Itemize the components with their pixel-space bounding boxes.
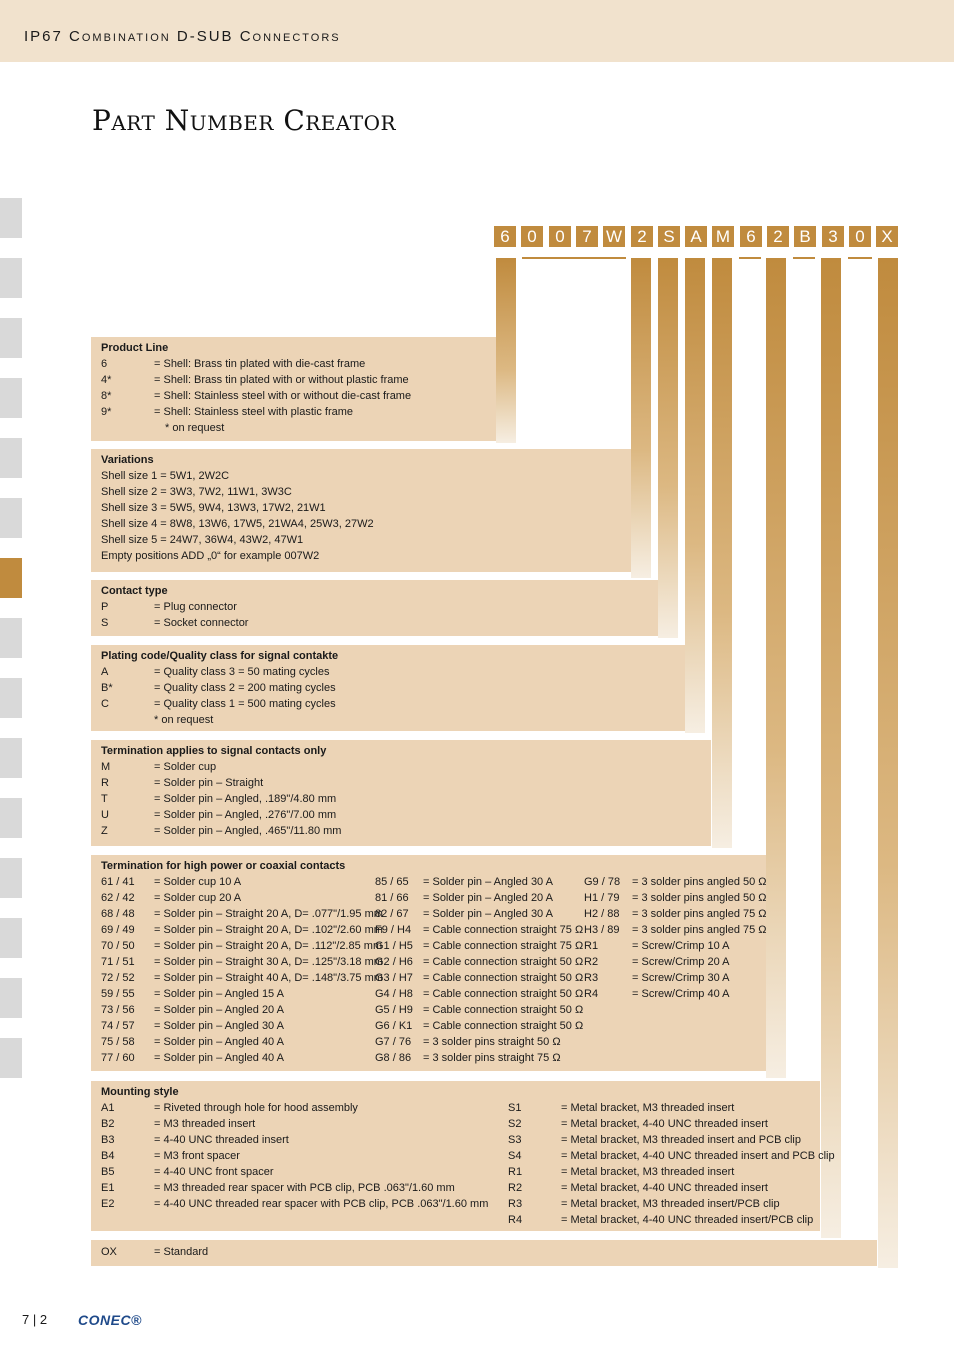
list-item: Shell size 4 = 8W8, 13W6, 17W5, 21WA4, 25W3, 27W2	[101, 518, 374, 530]
termination-signal-title: Termination applies to signal contacts only	[101, 745, 327, 757]
part-number-char: 0	[549, 226, 571, 247]
part-number-char: A	[685, 226, 707, 247]
item-code: G8 / 86	[375, 1052, 412, 1064]
item-desc: = 4-40 UNC threaded rear spacer with PCB clip, PCB .063"/1.60 mm	[154, 1198, 489, 1210]
item-code: G1 / H5	[375, 940, 413, 952]
item-desc: = Solder pin – Angled 20 A	[154, 1004, 284, 1016]
item-desc: = 3 solder pins angled 75 Ω	[632, 908, 767, 920]
part-number-char: W	[603, 226, 625, 247]
item-desc: = Shell: Stainless steel with or without die-cast frame	[154, 390, 412, 402]
item-desc: = Screw/Crimp 30 A	[632, 972, 730, 984]
item-code: H3 / 89	[584, 924, 620, 936]
standard-code: OX	[101, 1246, 117, 1258]
item-desc: = Shell: Stainless steel with plastic frame	[154, 406, 354, 418]
list-item	[101, 356, 496, 372]
part-number-char: 2	[767, 226, 789, 247]
part-number-char: 2	[631, 226, 653, 247]
connector-bar	[658, 258, 678, 638]
termination-signal-box	[91, 740, 711, 846]
item-code: 6	[101, 358, 108, 370]
part-number-char: 3	[822, 226, 844, 247]
item-desc: = Solder pin – Angled, .276"/7.00 mm	[154, 809, 337, 821]
item-code: 82 / 67	[375, 908, 409, 920]
item-code: A1	[101, 1102, 115, 1114]
item-desc: = Metal bracket, M3 threaded insert/PCB clip	[561, 1198, 780, 1210]
item-desc: = Solder pin – Angled 30 A	[423, 876, 553, 888]
list-item: Empty positions ADD „0“ for example 007W2	[101, 550, 320, 562]
item-code: R2	[584, 956, 599, 968]
side-tab[interactable]	[0, 498, 22, 538]
item-desc: = Metal bracket, 4-40 UNC threaded insert	[561, 1118, 768, 1130]
item-desc: = Solder cup 10 A	[154, 876, 242, 888]
plating-note: * on request	[154, 714, 214, 726]
item-code: S4	[508, 1150, 522, 1162]
list-item	[101, 696, 685, 712]
side-tab[interactable]	[0, 738, 22, 778]
plating-box	[91, 645, 685, 731]
item-desc: = Solder pin – Angled 30 A	[154, 1020, 284, 1032]
termination-power-box	[91, 855, 766, 1071]
item-code: S3	[508, 1134, 522, 1146]
item-code: Z	[101, 825, 108, 837]
item-code: R4	[508, 1214, 523, 1226]
item-desc: = Solder pin – Angled 15 A	[154, 988, 284, 1000]
item-desc: = Solder pin – Straight 20 A, D= .102"/2.60 mm	[154, 924, 383, 936]
list-item	[101, 404, 496, 420]
part-number-char: S	[658, 226, 680, 247]
item-desc: = Metal bracket, 4-40 UNC threaded insert/PCB clip	[561, 1214, 814, 1226]
standard-desc: = Standard	[154, 1246, 209, 1258]
item-code: R3	[508, 1198, 523, 1210]
part-number-char: 7	[576, 226, 598, 247]
item-desc: = Solder pin – Straight 40 A, D= .148"/3.75 mm	[154, 972, 383, 984]
item-desc: = Screw/Crimp 10 A	[632, 940, 730, 952]
item-code: 85 / 65	[375, 876, 409, 888]
item-desc: = Solder pin – Straight 20 A, D= .077"/1.95 mm	[154, 908, 383, 920]
header-title: IP67 Combination D-SUB Connectors	[24, 28, 341, 45]
item-code: M	[101, 761, 111, 773]
item-desc: = Solder cup	[154, 761, 217, 773]
item-code: B5	[101, 1166, 115, 1178]
item-desc: = Solder pin – Straight	[154, 777, 264, 789]
item-code: 71 / 51	[101, 956, 135, 968]
side-tab[interactable]	[0, 678, 22, 718]
item-desc: = 3 solder pins straight 75 Ω	[423, 1052, 561, 1064]
product-line-title: Product Line	[101, 342, 169, 354]
list-item	[101, 599, 658, 615]
part-number-char: X	[876, 226, 898, 247]
item-desc: = Solder pin – Angled 20 A	[423, 892, 553, 904]
product-line-box	[91, 337, 496, 441]
part-number-char: 0	[521, 226, 543, 247]
list-item: Shell size 2 = 3W3, 7W2, 11W1, 3W3C	[101, 486, 292, 498]
item-desc: = Cable connection straight 75 Ω	[423, 940, 584, 952]
side-tab[interactable]	[0, 378, 22, 418]
list-item	[101, 680, 685, 696]
page-title: Part Number Creator	[92, 104, 397, 137]
side-tab[interactable]	[0, 438, 22, 478]
list-item	[101, 664, 685, 680]
item-desc: = Screw/Crimp 40 A	[632, 988, 730, 1000]
item-code: G4 / H8	[375, 988, 413, 1000]
side-tab[interactable]	[0, 1038, 22, 1078]
item-code: B4	[101, 1150, 115, 1162]
item-code: H2 / 88	[584, 908, 620, 920]
connector-line	[793, 257, 815, 259]
connector-bar	[631, 258, 651, 578]
part-number-char: 6	[494, 226, 516, 247]
item-desc: = Riveted through hole for hood assembly	[154, 1102, 358, 1114]
termination-power-title: Termination for high power or coaxial contacts	[101, 860, 346, 872]
item-code: G6 / K1	[375, 1020, 413, 1032]
item-desc: = Shell: Brass tin plated with or without plastic frame	[154, 374, 409, 386]
item-code: 75 / 58	[101, 1036, 135, 1048]
item-code: R	[101, 777, 109, 789]
item-desc: = 4-40 UNC front spacer	[154, 1166, 274, 1178]
page-number: 7 | 2	[22, 1312, 48, 1327]
connector-bar	[496, 258, 516, 443]
item-desc: = Solder pin – Angled 40 A	[154, 1052, 284, 1064]
list-item	[101, 791, 711, 807]
item-desc: = Socket connector	[154, 617, 249, 629]
item-code: P	[101, 601, 109, 613]
item-code: U	[101, 809, 109, 821]
variations-title: Variations	[101, 454, 154, 466]
side-tab[interactable]	[0, 858, 22, 898]
item-desc: = Metal bracket, M3 threaded insert	[561, 1102, 735, 1114]
item-code: 8*	[101, 390, 112, 402]
list-item	[101, 388, 496, 404]
item-desc: = Quality class 2 = 200 mating cycles	[154, 682, 336, 694]
standard-box	[91, 1240, 877, 1266]
list-item	[101, 823, 711, 839]
item-desc: = 3 solder pins angled 75 Ω	[632, 924, 767, 936]
connector-bar	[821, 258, 841, 1238]
item-desc: = M3 threaded rear spacer with PCB clip, PCB .063"/1.60 mm	[154, 1182, 455, 1194]
item-desc: = Solder pin – Angled, .465"/11.80 mm	[154, 825, 342, 837]
product-line-note: * on request	[165, 422, 225, 434]
item-code: 69 / 49	[101, 924, 135, 936]
list-item: Shell size 3 = 5W5, 9W4, 13W3, 17W2, 21W1	[101, 502, 326, 514]
contact-type-title: Contact type	[101, 585, 168, 597]
part-number-char: 6	[740, 226, 762, 247]
item-desc: = Solder cup 20 A	[154, 892, 242, 904]
mounting-title: Mounting style	[101, 1086, 179, 1098]
connector-bar	[712, 258, 732, 848]
connector-line	[848, 257, 872, 259]
item-desc: = Metal bracket, M3 threaded insert and PCB clip	[561, 1134, 801, 1146]
brand-logo: CONEC®	[78, 1312, 142, 1328]
item-code: T	[101, 793, 108, 805]
side-tab[interactable]	[0, 918, 22, 958]
connector-line	[739, 257, 761, 259]
item-desc: = Quality class 3 = 50 mating cycles	[154, 666, 330, 678]
item-code: H1 / 79	[584, 892, 620, 904]
item-code: F9 / H4	[375, 924, 412, 936]
item-code: 73 / 56	[101, 1004, 135, 1016]
item-code: 61 / 41	[101, 876, 135, 888]
item-code: S1	[508, 1102, 522, 1114]
side-tab[interactable]	[0, 978, 22, 1018]
item-desc: = 3 solder pins straight 50 Ω	[423, 1036, 561, 1048]
connector-bar	[685, 258, 705, 733]
item-code: E2	[101, 1198, 115, 1210]
contact-type-box	[91, 580, 658, 636]
item-code: 4*	[101, 374, 112, 386]
item-desc: = 3 solder pins angled 50 Ω	[632, 892, 767, 904]
item-code: 59 / 55	[101, 988, 135, 1000]
item-code: R4	[584, 988, 599, 1000]
item-code: E1	[101, 1182, 115, 1194]
item-code: 70 / 50	[101, 940, 135, 952]
item-code: B3	[101, 1134, 115, 1146]
item-code: G7 / 76	[375, 1036, 412, 1048]
item-desc: = Solder pin – Straight 20 A, D= .112"/2.85 mm	[154, 940, 383, 952]
item-desc: = Solder pin – Angled 40 A	[154, 1036, 284, 1048]
item-code: S2	[508, 1118, 522, 1130]
plating-title: Plating code/Quality class for signal contakte	[101, 650, 339, 662]
item-desc: = Cable connection straight 75 Ω	[423, 924, 584, 936]
connector-bar	[878, 258, 898, 1268]
item-desc: = Solder pin – Straight 30 A, D= .125"/3.18 mm	[154, 956, 383, 968]
item-desc: = Metal bracket, 4-40 UNC threaded insert and PCB clip	[561, 1150, 835, 1162]
item-desc: = Cable connection straight 50 Ω	[423, 988, 584, 1000]
item-desc: = M3 threaded insert	[154, 1118, 256, 1130]
part-number-char: 0	[849, 226, 871, 247]
item-code: B2	[101, 1118, 115, 1130]
item-code: C	[101, 698, 109, 710]
item-code: R2	[508, 1182, 523, 1194]
item-desc: = Quality class 1 = 500 mating cycles	[154, 698, 336, 710]
item-desc: = Metal bracket, M3 threaded insert	[561, 1166, 735, 1178]
item-code: G2 / H6	[375, 956, 413, 968]
item-code: G5 / H9	[375, 1004, 413, 1016]
item-code: S	[101, 617, 109, 629]
item-code: 68 / 48	[101, 908, 135, 920]
item-code: R3	[584, 972, 599, 984]
item-code: 77 / 60	[101, 1052, 135, 1064]
item-desc: = Solder pin – Angled, .189"/4.80 mm	[154, 793, 337, 805]
list-item	[101, 759, 711, 775]
side-tab[interactable]	[0, 618, 22, 658]
list-item	[101, 372, 496, 388]
item-code: A	[101, 666, 109, 678]
item-code: 62 / 42	[101, 892, 135, 904]
list-item	[101, 615, 658, 631]
side-tab[interactable]	[0, 198, 22, 238]
item-code: 74 / 57	[101, 1020, 135, 1032]
variations-box	[91, 449, 631, 572]
item-code: B*	[101, 682, 113, 694]
list-item: Shell size 1 = 5W1, 2W2C	[101, 470, 230, 482]
item-desc: = M3 front spacer	[154, 1150, 240, 1162]
item-code: 72 / 52	[101, 972, 135, 984]
item-code: G3 / H7	[375, 972, 413, 984]
item-desc: = Shell: Brass tin plated with die-cast frame	[154, 358, 366, 370]
list-item: Shell size 5 = 24W7, 36W4, 43W2, 47W1	[101, 534, 304, 546]
list-item	[101, 807, 711, 823]
item-code: 9*	[101, 406, 112, 418]
side-tab[interactable]	[0, 258, 22, 298]
item-desc: = Cable connection straight 50 Ω	[423, 972, 584, 984]
item-desc: = Solder pin – Angled 30 A	[423, 908, 553, 920]
side-tab[interactable]	[0, 318, 22, 358]
item-desc: = Screw/Crimp 20 A	[632, 956, 730, 968]
connector-bar	[766, 258, 786, 1078]
item-code: R1	[508, 1166, 523, 1178]
part-number-char: B	[794, 226, 816, 247]
item-code: G9 / 78	[584, 876, 621, 888]
connector-line	[522, 257, 626, 259]
side-tab[interactable]	[0, 798, 22, 838]
item-desc: = 4-40 UNC threaded insert	[154, 1134, 289, 1146]
item-desc: = Cable connection straight 50 Ω	[423, 956, 584, 968]
item-desc: = Metal bracket, 4-40 UNC threaded insert	[561, 1182, 768, 1194]
mounting-box	[91, 1081, 835, 1231]
item-desc: = Plug connector	[154, 601, 237, 613]
item-desc: = Cable connection straight 50 Ω	[423, 1004, 584, 1016]
side-tab-active[interactable]	[0, 558, 22, 598]
item-desc: = 3 solder pins angled 50 Ω	[632, 876, 767, 888]
part-number-char: M	[712, 226, 734, 247]
item-code: 81 / 66	[375, 892, 409, 904]
item-code: R1	[584, 940, 599, 952]
item-desc: = Cable connection straight 50 Ω	[423, 1020, 584, 1032]
list-item	[101, 775, 711, 791]
